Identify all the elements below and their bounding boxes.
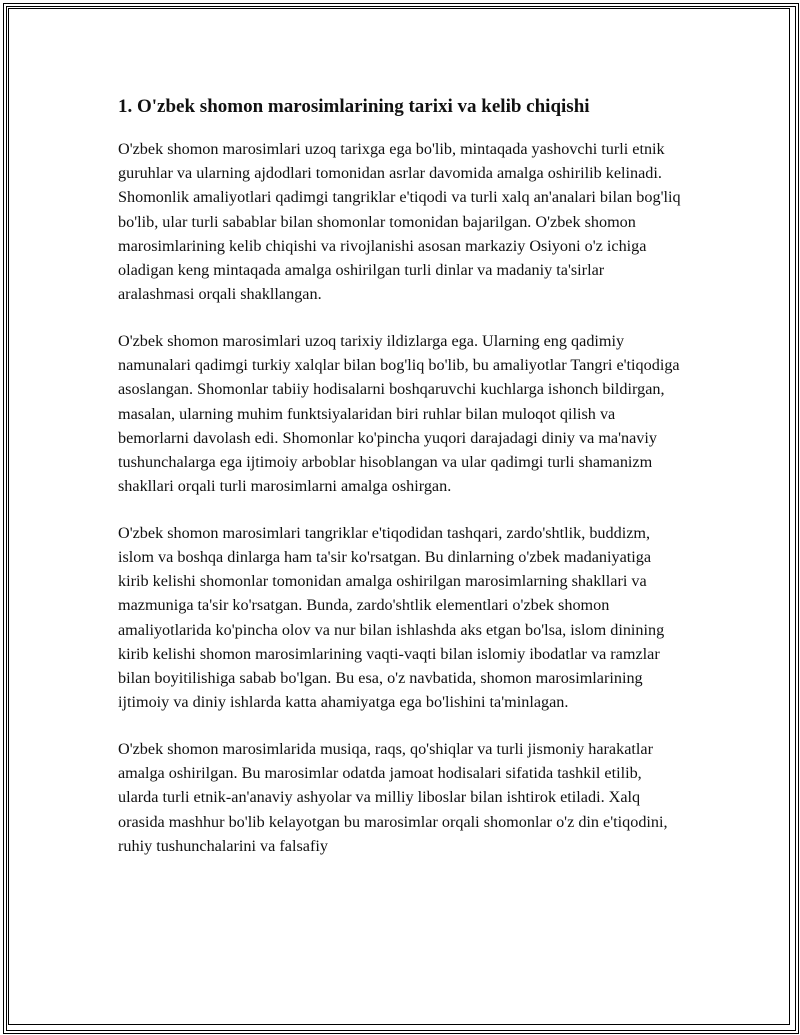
paragraph-1: O'zbek shomon marosimlari uzoq tarixga ega bo'lib, mintaqada yashovchi turli etnik guruhlar va ularning ajdodlari tomonidan asrlar davomida amalga oshirilib kelinadi. Shomonlik amaliyotlari qadimgi tangriklar e'tiqodi va turli xalq an'analari bilan bog'liq bo'lib, ular turli sabablar bilan shomonlar tomonidan bajarilgan. O'zbek shomon marosimlarining kelib chiqishi va rivojlanishi asosan markaziy Osiyoni o'z ichiga oladigan keng mintaqada amalga oshirilgan turli dinlar va madaniy ta'sirlar aralashmasi orqali shakllangan. <box>118 140 681 304</box>
paragraph-4: O'zbek shomon marosimlarida musiqa, raqs, qo'shiqlar va turli jismoniy harakatlar amalga oshirilgan. Bu marosimlar odatda jamoat hodisalari sifatida tashkil etilib, ularda turli etnik-an'anaviy ashyolar va milliy liboslar bilan ishtirok etiladi. Xalq orasida mashhur bo'lib kelayotgan bu marosimlar orqali shomonlar o'z din e'tiqodini, ruhiy tushunchalarini va falsafiy <box>118 739 668 855</box>
paragraph-2: O'zbek shomon marosimlari uzoq tarixiy ildizlarga ega. Ularning eng qadimiy namunalari qadimgi turkiy xalqlar bilan bog'liq bo'lib, bu amaliyotlar Tangri e'tiqodiga asoslangan. Shomonlar tabiiy hodisalarni boshqaruvchi kuchlarga ishonch bildirgan, masalan, ularning muhim funktsiyalaridan biri ruhlar bilan muloqot qilish va bemorlarni davolash edi. Shomonlar ko'pincha yuqori darajadagi diniy va ma'naviy tushunchalarga ega ijtimoiy arboblar hisoblangan va ular qadimgi turli shamanizm shakllari orqali turli marosimlarni amalga oshirgan. <box>118 331 680 496</box>
document-body <box>118 93 683 880</box>
section-heading: 1. O'zbek shomon marosimlarining tarixi va kelib chiqishi <box>118 96 590 117</box>
paragraph-3: O'zbek shomon marosimlari tangriklar e'tiqodidan tashqari, zardo'shtlik, buddizm, islom va boshqa dinlarga ham ta'sir ko'rsatgan. Bu dinlarning o'zbek madaniyatiga kirib kelishi shomonlar tomonidan amalga oshirilgan marosimlarning shakllari va mazmuniga ta'sir ko'rsatgan. Bunda, zardo'shtlik elementlari o'zbek shomon amaliyotlarida ko'pincha olov va nur bilan ishlashda aks etgan bo'lsa, islom dinining kirib kelishi shomon marosimlarining vaqti-vaqti bilan islomiy ibodatlar va ramzlar bilan boyitilishiga sabab bo'lgan. Bu esa, o'z navbatida, shomon marosimlarining ijtimoiy va diniy ishlarda katta ahamiyatga ega bo'lishini ta'minlagan. <box>118 523 665 712</box>
